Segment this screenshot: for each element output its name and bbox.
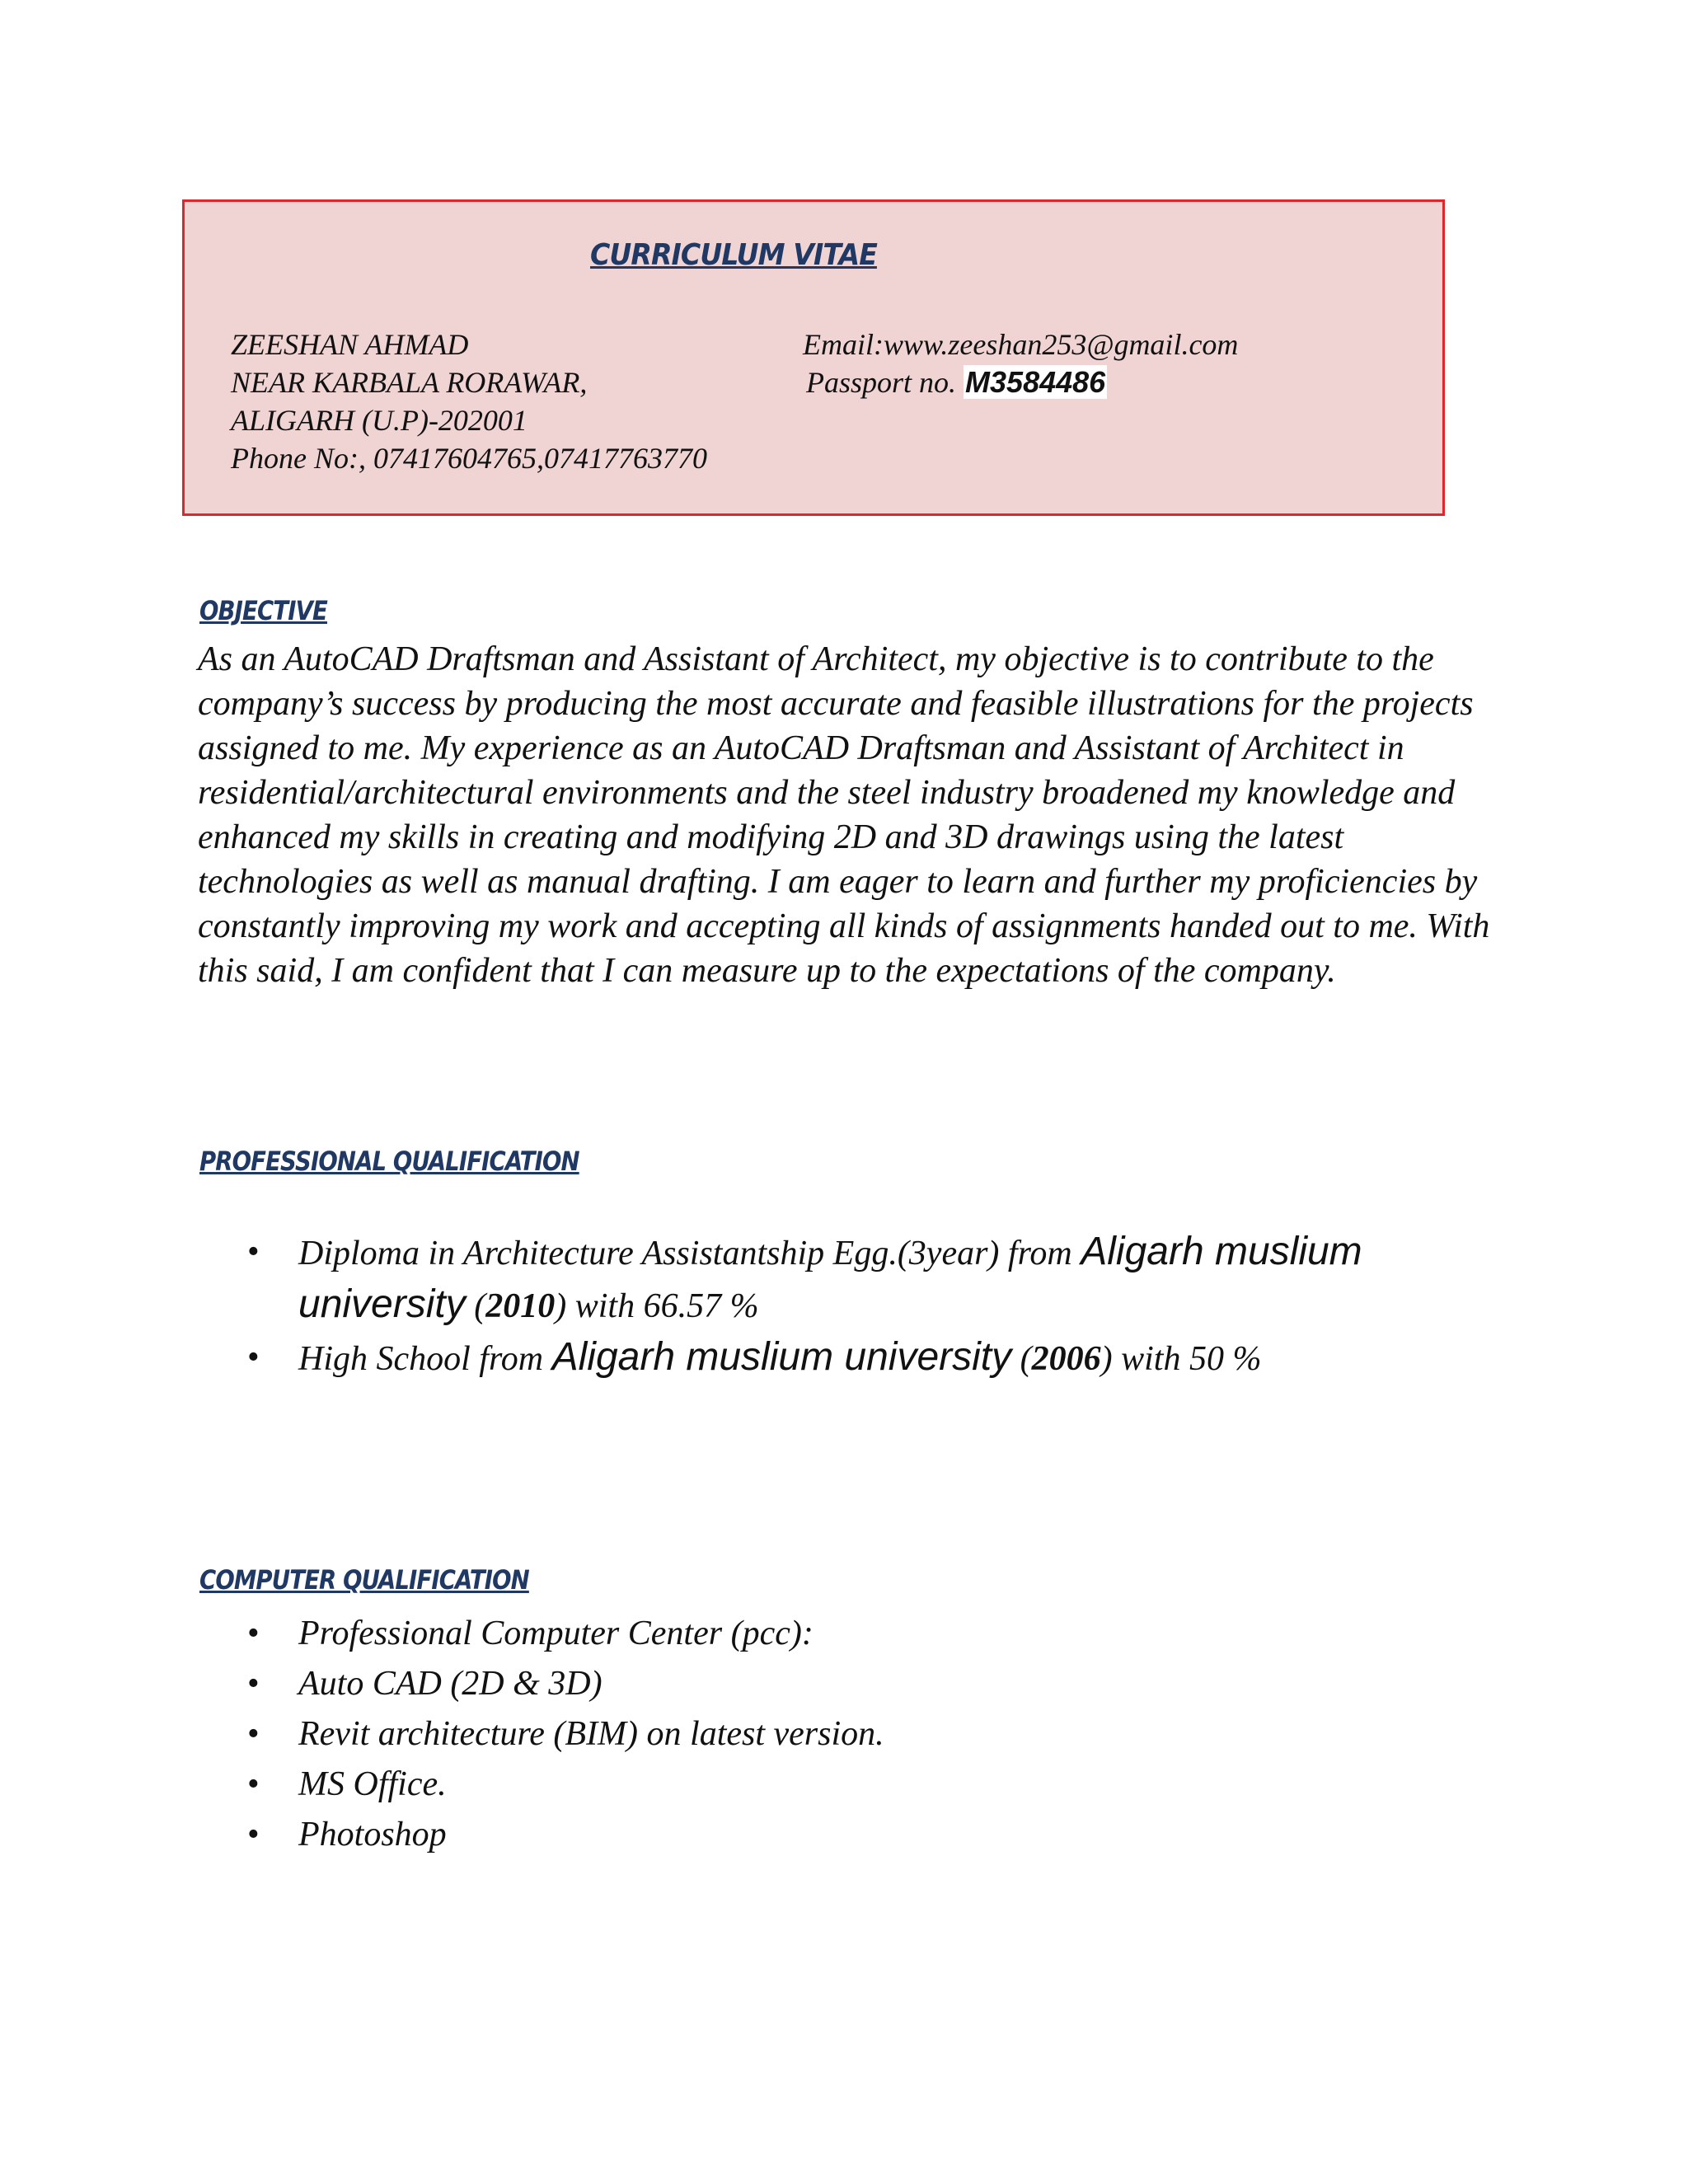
bullet-icon: • <box>247 1816 260 1854</box>
bullet-icon: • <box>247 1665 260 1703</box>
passport-line <box>803 363 1238 401</box>
skill-text: Photoshop <box>298 1816 447 1854</box>
skill-text: Revit architecture (BIM) on latest version. <box>298 1715 884 1753</box>
list-item <box>198 1659 1352 1709</box>
skill-text: Professional Computer Center (pcc): <box>298 1615 814 1652</box>
professional-qualification-list <box>198 1226 1533 1385</box>
paren-open: ( <box>1011 1340 1032 1378</box>
paren-open: ( <box>465 1287 486 1325</box>
list-item <box>198 1760 1352 1810</box>
candidate-name: ZEESHAN AHMAD <box>231 328 469 361</box>
bullet-icon: • <box>247 1715 260 1753</box>
list-item <box>198 1226 1533 1332</box>
computer-qualification-heading: COMPUTER QUALIFICATION <box>199 1564 529 1596</box>
qualification-year: 2006 <box>1031 1340 1101 1378</box>
email-address: Email:www.zeeshan253@gmail.com <box>803 328 1239 361</box>
list-item <box>198 1609 1352 1659</box>
list-item <box>198 1810 1352 1860</box>
bullet-icon: • <box>247 1615 260 1652</box>
institution-name: Aligarh muslium university <box>551 1335 1012 1379</box>
passport-label: Passport no. <box>806 366 957 399</box>
professional-qualification-heading: PROFESSIONAL QUALIFICATION <box>199 1146 579 1177</box>
address-line-2: ALIGARH (U.P)-202001 <box>231 404 528 437</box>
header-box <box>182 199 1445 516</box>
bullet-icon: • <box>247 1338 260 1376</box>
contact-left <box>231 326 707 477</box>
skill-text: MS Office. <box>298 1765 447 1803</box>
list-item <box>198 1332 1533 1385</box>
passport-number: M3584486 <box>965 365 1106 399</box>
qualification-score: ) with 50 % <box>1100 1340 1262 1378</box>
skill-text: Auto CAD (2D & 3D) <box>298 1665 603 1703</box>
bullet-icon: • <box>247 1765 260 1803</box>
bullet-icon: • <box>247 1233 260 1271</box>
address-line-1: NEAR KARBALA RORAWAR, <box>231 366 588 399</box>
computer-qualification-list <box>198 1609 1352 1860</box>
qualification-text: Diploma in Architecture Assistantship Egg.(3year) from <box>298 1235 1081 1272</box>
list-item <box>198 1709 1352 1760</box>
institution-name: Aligarh muslium university <box>298 1230 1362 1326</box>
phone-number: Phone No:, 07417604765,07417763770 <box>231 442 707 475</box>
contact-right <box>803 326 1238 401</box>
objective-heading: OBJECTIVE <box>199 595 327 626</box>
qualification-year: 2010 <box>485 1287 556 1325</box>
qualification-text: High School from <box>298 1340 552 1378</box>
page-title: CURRICULUM VITAE <box>590 238 877 272</box>
qualification-score: ) with 66.57 % <box>555 1287 759 1325</box>
objective-text: As an AutoCAD Draftsman and Assistant of Architect, my objective is to contribute to the company’s success by producing the most accurate and feasible illustrations for the projects assigned to me. My experience as an AutoCAD Draftsman and Assistant of Architect in residential/architectural environments and the steel industry broadened my knowledge and enhanced my skills in creating and modifying 2D and 3D drawings using the latest technologies as well as manual drafting. I am eager to learn and further my proficiencies by constantly improving my work and accepting all kinds of assignments handed out to me. With this said, I am confident that I can measure up to the expectations of the company. <box>198 640 1490 990</box>
